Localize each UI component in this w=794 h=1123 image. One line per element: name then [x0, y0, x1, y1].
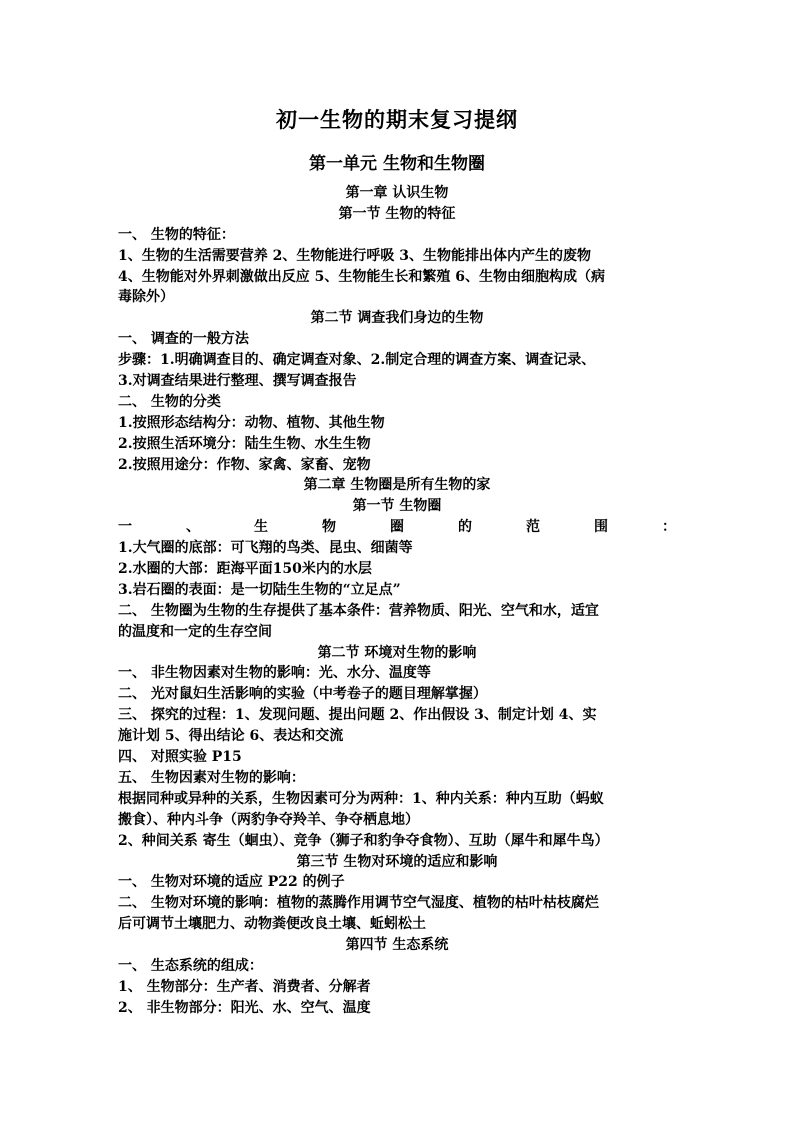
- text-line: 2、 非生物部分：阳光、水、空气、温度: [118, 999, 371, 1016]
- text-line: 二、 生物圈为生物的生存提供了基本条件：营养物质、阳光、空气和水，适宜: [118, 602, 599, 619]
- spread-char: 的: [458, 519, 472, 536]
- spread-char: 物: [322, 519, 336, 536]
- text-line: 3.对调查结果进行整理、撰写调查报告: [118, 373, 357, 390]
- justified-text-line: [118, 517, 676, 538]
- text-line: 1、 生物部分：生产者、消费者、分解者: [118, 978, 371, 995]
- text-line: 步骤：1.明确调查目的、确定调查对象、2.制定合理的调查方案、调查记录、: [118, 352, 596, 369]
- text-line: 一、 生态系统的组成：: [118, 957, 263, 974]
- unit-title: 第一单元 生物和生物圈: [309, 154, 485, 174]
- section-heading: 第四节 生态系统: [345, 937, 449, 954]
- document-body: [118, 183, 676, 1019]
- chapter-heading: 第二章 生物圈是所有生物的家: [303, 477, 491, 494]
- spread-char: ：: [662, 519, 676, 536]
- section-heading: 第二节 环境对生物的影响: [317, 644, 477, 661]
- text-line: 后可调节土壤肥力、动物粪便改良土壤、蚯蚓松土: [118, 916, 426, 933]
- text-line: 二、 生物对环境的影响：植物的蒸腾作用调节空气湿度、植物的枯叶枯枝腐烂: [118, 895, 599, 912]
- text-line: 一、 生物的特征：: [118, 226, 235, 243]
- text-line: 三、 探究的过程：1、发现问题、提出问题 2、作出假设 3、制定计划 4、实: [118, 707, 597, 724]
- section-heading: 第二节 调查我们身边的生物: [310, 310, 484, 327]
- chapter-heading: 第一章 认识生物: [345, 185, 449, 201]
- text-line: 施计划 5、得出结论 6、表达和交流: [118, 728, 344, 745]
- document-title: 初一生物的期末复习提纲: [276, 108, 518, 132]
- text-line: 2.水圈的大部：距海平面150米内的水层: [118, 561, 372, 578]
- text-line: 1.按照形态结构分：动物、植物、其他生物: [118, 414, 385, 431]
- text-line: 四、 对照实验 P15: [118, 749, 242, 766]
- text-line: 二、 光对鼠妇生活影响的实验（中考卷子的题目理解掌握）: [118, 686, 487, 703]
- text-line: 1、生物的生活需要营养 2、生物能进行呼吸 3、生物能排出体内产生的废物: [118, 247, 591, 264]
- text-line: 一、 非生物因素对生物的影响：光、水分、温度等: [118, 665, 431, 682]
- text-line: 4、生物能对外界刺激做出反应 5、生物能生长和繁殖 6、生物由细胞构成（病: [118, 268, 605, 285]
- text-line: 一、 调查的一般方法: [118, 331, 249, 348]
- spread-char: 范: [526, 519, 540, 536]
- spread-char: 生: [254, 519, 268, 536]
- text-line: 2.按照用途分：作物、家禽、家畜、宠物: [118, 456, 371, 473]
- section-heading: 第一节 生物圈: [352, 498, 442, 515]
- text-line: 毒除外）: [118, 289, 174, 306]
- spread-char: 圈: [390, 519, 404, 536]
- text-line: 二、 生物的分类: [118, 393, 221, 410]
- section-heading: 第三节 生物对环境的适应和影响: [296, 853, 498, 870]
- text-line: 3.岩石圈的表面：是一切陆生生物的“立足点”: [118, 581, 401, 598]
- text-line: 一、 生物对环境的适应 P22 的例子: [118, 874, 345, 891]
- text-line: 五、 生物因素对生物的影响：: [118, 769, 305, 786]
- text-line: 2.按照生活环境分：陆生生物、水生生物: [118, 435, 371, 452]
- spread-char: 围: [594, 519, 608, 536]
- text-line: 1.大气圈的底部：可飞翔的鸟类、昆虫、细菌等: [118, 540, 413, 557]
- spread-char: 一: [118, 519, 132, 536]
- section-heading: 第一节 生物的特征: [338, 205, 456, 222]
- text-line: 的温度和一定的生存空间: [118, 623, 272, 640]
- text-line: 根据同种或异种的关系，生物因素可分为两种：1、种内关系：种内互助（蚂蚁: [118, 790, 604, 807]
- text-line: 2、种间关系 寄生（蛔虫）、竞争（狮子和豹争夺食物）、互助（犀牛和犀牛鸟）: [118, 832, 609, 849]
- text-line: 搬食）、种内斗争（两豹争夺羚羊、争夺栖息地）: [118, 811, 419, 828]
- spread-char: 、: [186, 519, 200, 536]
